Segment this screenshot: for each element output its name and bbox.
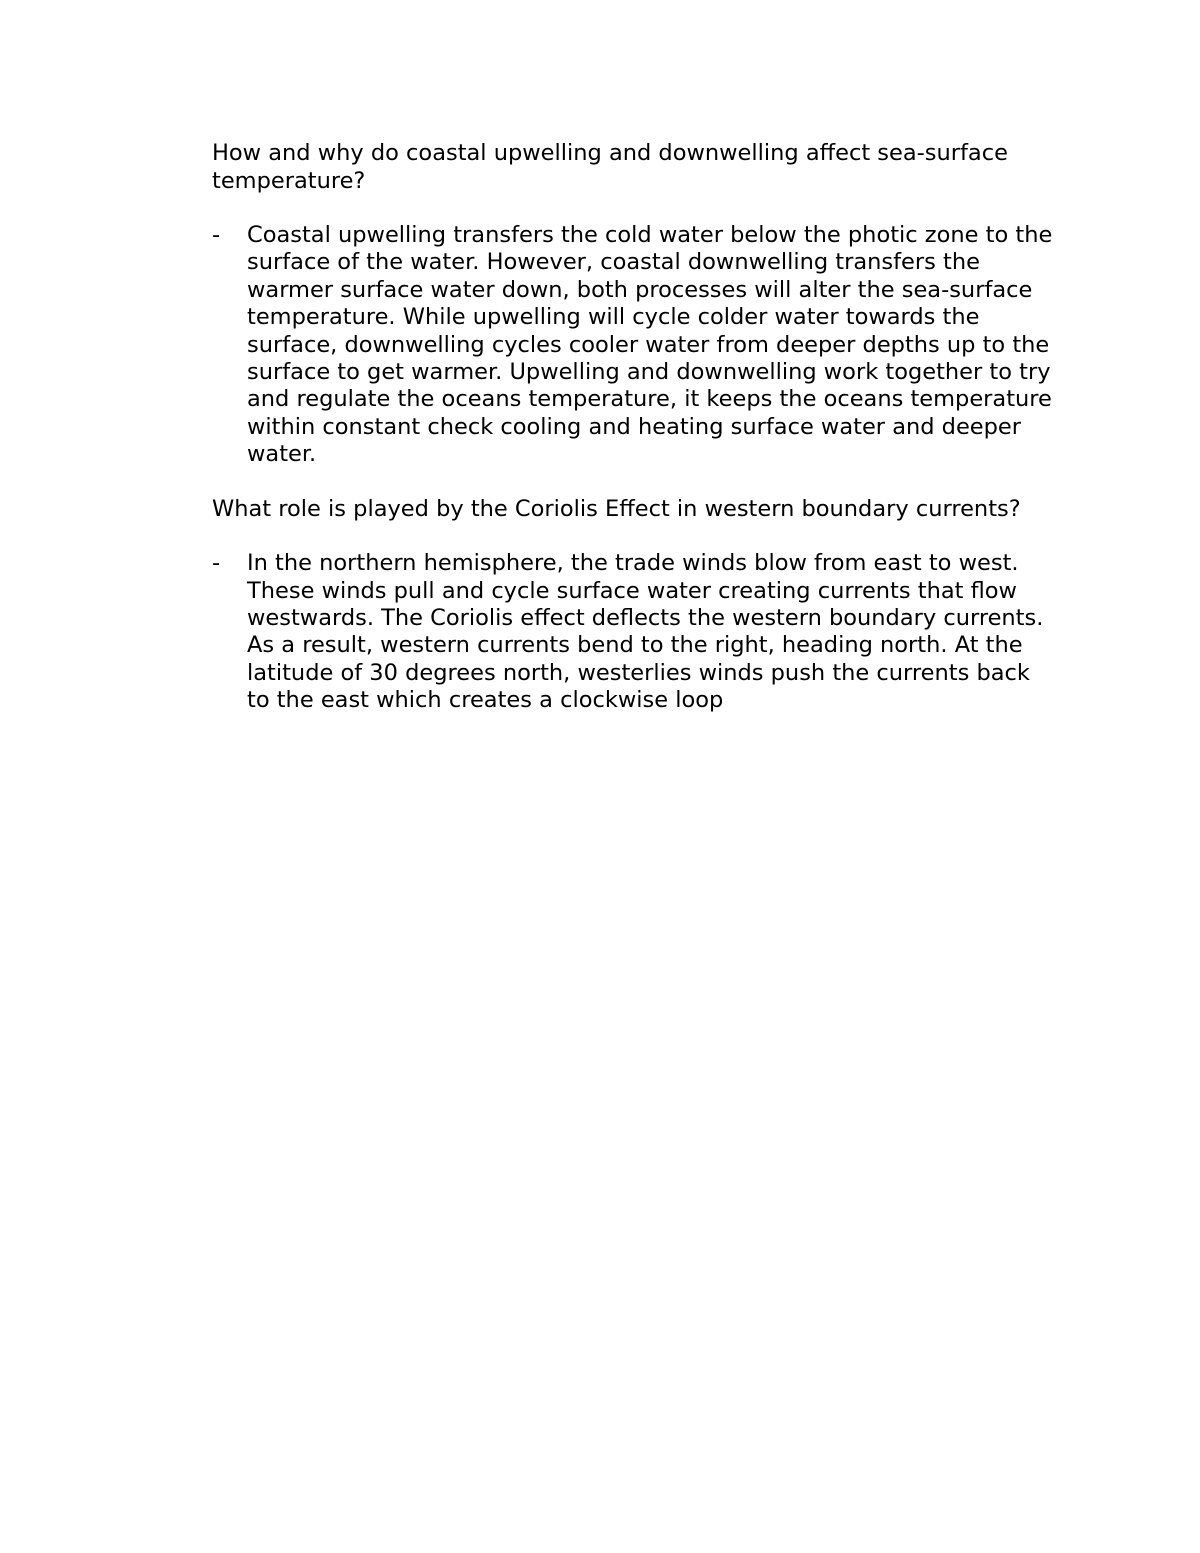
bullet-dash: - bbox=[212, 550, 221, 577]
answer-2-text: In the northern hemisphere, the trade winds blow from east to west. These winds pull and cycle surface water creating currents that flow westwards. The Coriolis effect deflects the western boundary currents. As a result, western currents bend to the right, heading north. At the latitude of 30 degrees north, westerlies winds push the currents back to the east which creates a clockwise loop bbox=[247, 550, 1044, 714]
answer-1-text: Coastal upwelling transfers the cold water below the photic zone to the surface of the water. However, coastal downwelling transfers the warmer surface water down, both processes will alter the sea-surface temperature. While upwelling will cycle colder water towards the surface, downwelling cycles cooler water from deeper depths up to the surface to get warmer. Upwelling and downwelling work together to try and regulate the oceans temperature, it keeps the oceans temperature within constant check cooling and heating surface water and deeper water. bbox=[247, 222, 1053, 468]
question-1: How and why do coastal upwelling and downwelling affect sea-surface temperature? bbox=[212, 140, 1008, 194]
answer-2 bbox=[212, 550, 1072, 714]
document-page bbox=[212, 140, 1072, 742]
answer-1 bbox=[212, 222, 1072, 469]
question-2: What role is played by the Coriolis Effect in western boundary currents? bbox=[212, 495, 1021, 522]
bullet-dash: - bbox=[212, 222, 221, 248]
